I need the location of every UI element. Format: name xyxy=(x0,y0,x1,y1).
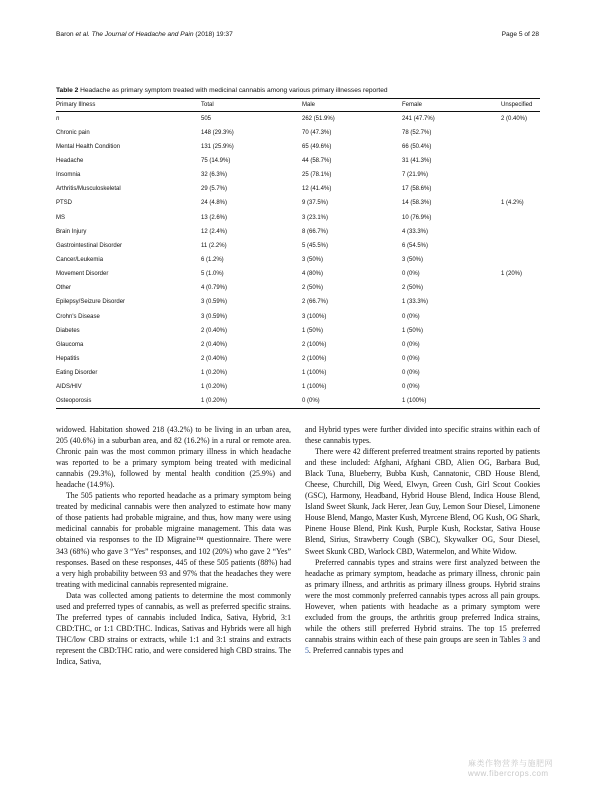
table-cell: 78 (52.7%) xyxy=(402,129,432,136)
col-header-male: Male xyxy=(302,99,402,112)
table-cell: 3 (50%) xyxy=(402,256,424,263)
table-3-link[interactable]: 3 xyxy=(522,634,527,644)
table-cell: 2 (0.40%) xyxy=(201,355,228,362)
table-cell: 1 (0.20%) xyxy=(201,394,302,408)
paragraph: Preferred cannabis types and strains were first analyzed between the headache as primary symptom, headache as primary illness, chronic pain as primary illness, and arthritis as primary illness groups. Hybrid strains were the most commonly preferred cannabis types across all pain groups. However, when patients with headache as a primary symptom were excluded from the groups, the arthritis group preferred Indica strains, while the others still preferred Hybrid strains. The top 15 preferred cannabis strains within each of these pain groups are seen in Tables 3 and 5. Preferred cannabis types and xyxy=(305,557,540,655)
table-cell: Epilepsy/Seizure Disorder xyxy=(56,299,126,306)
table-cell: 1 (0.20%) xyxy=(201,384,228,391)
table-row xyxy=(56,140,540,154)
table-cell: 2 (0.40%) xyxy=(201,327,228,334)
table-cell xyxy=(501,126,540,140)
table-row xyxy=(56,196,540,210)
table-cell: 2 (100%) xyxy=(302,355,327,362)
table-cell: 1 (100%) xyxy=(302,370,327,377)
table-cell xyxy=(501,253,540,267)
table-cell: 6 (54.5%) xyxy=(402,242,429,249)
body-column-right xyxy=(305,424,540,656)
table-row xyxy=(56,309,540,323)
table-cell xyxy=(501,182,540,196)
table-row xyxy=(56,126,540,140)
table-cell: 1 (100%) xyxy=(402,394,501,408)
table-cell xyxy=(501,338,540,352)
table-cell: 0 (0%) xyxy=(402,341,420,348)
table-cell: 0 (0%) xyxy=(402,355,420,362)
table-cell: 0 (0%) xyxy=(402,271,420,278)
table-cell: 3 (100%) xyxy=(302,313,327,320)
table-cell xyxy=(501,309,540,323)
table-row xyxy=(56,281,540,295)
table-cell: 7 (21.9%) xyxy=(402,172,429,179)
col-header-illness: Primary Illness xyxy=(56,99,201,112)
table-caption xyxy=(56,87,540,95)
table-cell: Movement Disorder xyxy=(56,271,109,278)
table-cell: 2 (50%) xyxy=(302,285,324,292)
table-row xyxy=(56,366,540,380)
table-row xyxy=(56,168,540,182)
table-cell: Glaucoma xyxy=(56,341,84,348)
table-cell xyxy=(501,225,540,239)
table-cell xyxy=(501,154,540,168)
table-cell: Cancer/Leukemia xyxy=(56,256,104,263)
table-cell: 148 (29.3%) xyxy=(201,129,234,136)
paragraph: There were 42 different preferred treatment strains reported by patients and these included: Afghani, Afghani CBD, Alien OG, Barbara Bud, Black Tuna, Blueberry, Bubba Kush, Cannatonic, CBD House Blend, Cheese, Churchill, Dig Weed, Elwyn, Green Cush, Girl Scout Cookies (GSC), Harmony, Headband, Hybrid House Blend, Indica House Blend, Island Sweet Skunk, Jack Herer, Jean Guy, Lemon Sour Diesel, Limonene House Blend, Mango, Master Kush, Myrcene Blend, OG Kush, OG Shark, Pinene House Blend, Pink Kush, Purple Kush, Rockstar, Sativa House Blend, Sirius, Strawberry Cough (SBC), Skywalker OG, Sour Diesel, Sweet Skunk CBD, Warlock CBD, Watermelon, and White Widow. xyxy=(305,447,540,556)
table-cell: 1 (50%) xyxy=(302,327,324,334)
table-cell: Hepatitis xyxy=(56,355,80,362)
paragraph: Data was collected among patients to determine the most commonly used and preferred types of cannabis, as well as preferred specific strains. The preferred types of cannabis included Indica, Sativa, Hybrid, 3:1 CBD:THC, or 1:1 CBD:THC. Indicas, Sativas and Hybrids were all high THC/low CBD strains or extracts, while 1:1 and 3:1 strains and extracts represent the CBD:THC ratio, and were considered high CBD strains. The Indica, Sativa, xyxy=(56,590,291,666)
table-row xyxy=(56,324,540,338)
table-row xyxy=(56,225,540,239)
table-cell: 66 (50.4%) xyxy=(402,143,432,150)
table-cell: 17 (58.6%) xyxy=(402,186,432,193)
table-cell: n xyxy=(56,115,60,122)
table-cell: PTSD xyxy=(56,200,73,207)
table-cell: 5 (1.0%) xyxy=(201,271,224,278)
table-cell: Gastrointestinal Disorder xyxy=(56,242,123,249)
table-row xyxy=(56,295,540,309)
table-cell: Chronic pain xyxy=(56,129,90,136)
table-cell: 0 (0%) xyxy=(302,394,402,408)
table-cell: 6 (1.2%) xyxy=(201,256,224,263)
table-cell: 0 (0%) xyxy=(402,384,420,391)
table-cell: Mental Health Condition xyxy=(56,143,121,150)
paragraph: and Hybrid types were further divided into specific strains within each of these cannabis types. xyxy=(305,425,540,446)
table-row xyxy=(56,380,540,394)
table-cell: 505 xyxy=(201,115,212,122)
table-row xyxy=(56,210,540,224)
table-cell: 5 (45.5%) xyxy=(302,242,329,249)
table-cell: Brain Injury xyxy=(56,228,87,235)
table-row xyxy=(56,394,540,408)
table-cell: 3 (0.59%) xyxy=(201,313,228,320)
table-cell: AIDS/HIV xyxy=(56,384,82,391)
table-cell: 1 (0.20%) xyxy=(201,370,228,377)
table-cell: Diabetes xyxy=(56,327,80,334)
table-cell: 8 (66.7%) xyxy=(302,228,329,235)
table-cell: 1 (50%) xyxy=(402,327,424,334)
table-cell: 25 (78.1%) xyxy=(302,172,332,179)
table-cell: Arthritis/Musculoskeletal xyxy=(56,186,121,193)
table-cell: 1 (20%) xyxy=(501,271,523,278)
table-row xyxy=(56,267,540,281)
table-cell xyxy=(501,295,540,309)
table-row xyxy=(56,112,540,126)
table-cell: 2 (66.7%) xyxy=(302,299,329,306)
table-cell: 32 (6.3%) xyxy=(201,172,228,179)
table-cell: Crohn's Disease xyxy=(56,313,100,320)
table-cell: 0 (0%) xyxy=(402,313,420,320)
table-cell: 12 (41.4%) xyxy=(302,186,332,193)
table-cell xyxy=(501,352,540,366)
table-cell: 10 (76.9%) xyxy=(402,214,432,221)
table-cell: 2 (100%) xyxy=(302,341,327,348)
table-cell: 70 (47.3%) xyxy=(302,129,332,136)
table-row xyxy=(56,239,540,253)
watermark: 麻类作物营养与施肥网 www.fibercrops.com xyxy=(468,759,553,778)
body-column-left xyxy=(56,424,291,667)
table-cell xyxy=(501,140,540,154)
table-cell: 262 (51.9%) xyxy=(302,115,335,122)
table-cell: Headache xyxy=(56,157,84,164)
table-cell: 9 (37.5%) xyxy=(302,200,329,207)
table-cell xyxy=(501,239,540,253)
col-header-unspecified: Unspecified xyxy=(501,99,540,112)
table-cell xyxy=(501,366,540,380)
table-row xyxy=(56,352,540,366)
table-cell: 13 (2.6%) xyxy=(201,214,228,221)
table-header-row xyxy=(56,99,540,112)
table-cell: 131 (25.9%) xyxy=(201,143,234,150)
col-header-female: Female xyxy=(402,99,501,112)
table-cell: 24 (4.8%) xyxy=(201,200,228,207)
table-cell: 75 (14.9%) xyxy=(201,157,231,164)
table-cell: MS xyxy=(56,214,65,221)
illness-table xyxy=(56,98,540,409)
page-number: Page 5 of 28 xyxy=(501,31,539,38)
table-cell: 1 (100%) xyxy=(302,384,327,391)
table-row xyxy=(56,154,540,168)
table-cell: 2 (50%) xyxy=(402,285,424,292)
table-cell: Eating Disorder xyxy=(56,370,98,377)
table-body xyxy=(56,112,540,409)
table-cell: Osteoporosis xyxy=(56,394,201,408)
table-cell xyxy=(501,380,540,394)
table-cell: 3 (23.1%) xyxy=(302,214,329,221)
table-cell: 44 (58.7%) xyxy=(302,157,332,164)
table-cell: 241 (47.7%) xyxy=(402,115,435,122)
table-cell: Insomnia xyxy=(56,172,81,179)
table-cell xyxy=(501,281,540,295)
table-cell xyxy=(501,168,540,182)
table-cell: 14 (58.3%) xyxy=(402,200,432,207)
table-cell: 3 (0.59%) xyxy=(201,299,228,306)
paragraph: widowed. Habitation showed 218 (43.2%) to be living in an urban area, 205 (40.6%) in a suburban area, and 82 (16.2%) in a rural or remote area. Chronic pain was the most common primary illness in which headache was reported to be a primary symptom being treated with medicinal cannabis (29.3%), followed by mental health condition (25.9%) and headache (14.9%). xyxy=(56,425,291,490)
table-cell: 2 (0.40%) xyxy=(201,341,228,348)
col-header-total: Total xyxy=(201,99,302,112)
table-cell: 31 (41.3%) xyxy=(402,157,432,164)
table-label: Table 2 xyxy=(56,87,79,94)
table-cell: 3 (50%) xyxy=(302,256,324,263)
table-cell: 65 (49.6%) xyxy=(302,143,332,150)
table-cell: 29 (5.7%) xyxy=(201,186,228,193)
table-cell: 1 (4.2%) xyxy=(501,200,524,207)
table-cell: 0 (0%) xyxy=(402,370,420,377)
table-cell: Other xyxy=(56,285,72,292)
table-cell xyxy=(501,210,540,224)
table-cell: 11 (2.2%) xyxy=(201,242,227,249)
table-row xyxy=(56,182,540,196)
paragraph: The 505 patients who reported headache as a primary symptom being treated by medicinal cannabis were then analyzed to estimate how many of those patients had probable migraine, and thus, how many were using medicinal cannabis for probable migraine management. This data was obtained via responses to the ID Migraine™ questionnaire. There were 343 (68%) who gave 3 “Yes” responses, and 102 (20%) who gave 2 “Yes” responses. Based on these responses, 445 of these 505 patients (88%) had a very high probability between 93 and 97% that the headaches they were treating with medicinal cannabis represented migraine. xyxy=(56,491,291,589)
table-cell xyxy=(501,324,540,338)
table-row xyxy=(56,253,540,267)
running-header-citation: Baron et al. The Journal of Headache and Pain (2018) 19:37 xyxy=(56,31,233,38)
table-caption-text: Headache as primary symptom treated with medicinal cannabis among various primary illnesses reported xyxy=(80,87,388,94)
table-cell: 4 (80%) xyxy=(302,271,324,278)
table-cell: 4 (33.3%) xyxy=(402,228,429,235)
table-cell: 2 (0.40%) xyxy=(501,115,528,122)
table-cell: 4 (0.79%) xyxy=(201,285,228,292)
table-cell: 1 (33.3%) xyxy=(402,299,429,306)
table-cell: 12 (2.4%) xyxy=(201,228,228,235)
table-row xyxy=(56,338,540,352)
table-cell xyxy=(501,394,540,408)
table-5-link[interactable]: 5 xyxy=(305,645,309,655)
